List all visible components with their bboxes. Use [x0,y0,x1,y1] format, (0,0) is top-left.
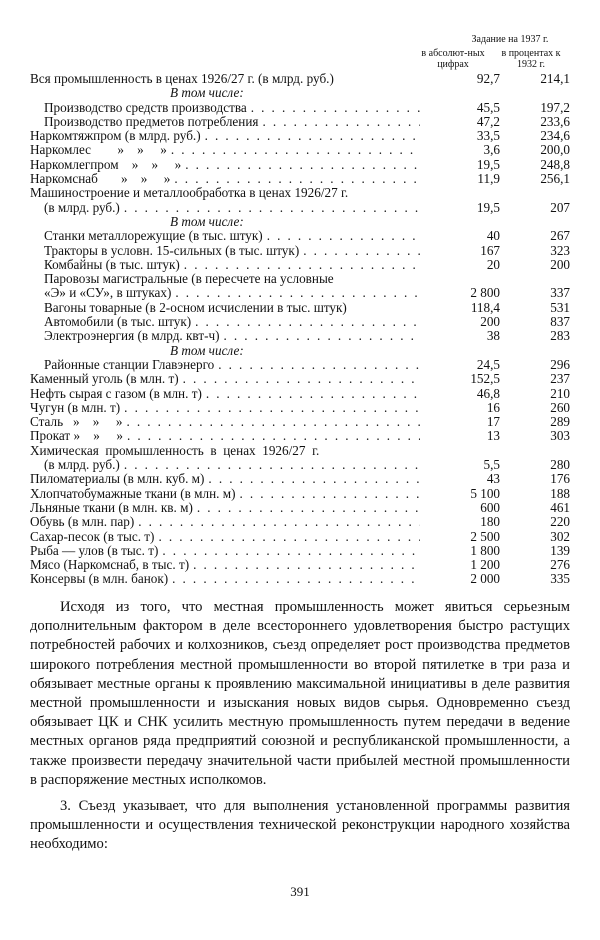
table-row [30,501,570,515]
percent-value: 837 [550,314,570,330]
row-label: (в млрд. руб.) [44,458,120,473]
row-label-cell [30,458,420,472]
row-label-cell [30,472,420,486]
absolute-value: 2 800 [470,285,500,301]
absolute-value: 45,5 [476,99,500,115]
absolute-value: 2 500 [470,528,500,544]
dot-leader [120,401,420,415]
absolute-value: 5 100 [470,485,500,501]
row-label-cell [30,186,420,200]
row-label: Паровозы магистральные (в пересчете на условные [44,272,334,287]
row-label-cell [30,572,420,586]
row-label-cell [30,172,420,186]
row-label-cell [30,444,420,458]
dot-leader [168,572,420,586]
row-label-cell [30,387,420,401]
percent-value: 260 [550,399,570,415]
absolute-value: 1 800 [470,542,500,558]
dot-leader [122,415,420,429]
dot-leader [180,258,420,272]
percent-value: 220 [550,514,570,530]
row-label: Химическая промышленность в ценах 1926/27 г. [30,443,320,458]
table-row [30,115,570,129]
row-label-cell [30,501,420,515]
dot-leader [220,329,420,343]
percent-value [500,86,570,100]
column-header-percent: в процентах к 1932 г. [501,48,561,70]
table-subheading [30,86,570,100]
absolute-value: 33,5 [476,128,500,144]
table-row [30,229,570,243]
row-label: (в млрд. руб.) [44,200,120,215]
row-label: В том числе: [170,86,244,101]
absolute-value [420,86,500,100]
table-row [30,201,570,215]
row-label: Чугун (в млн. т) [30,400,121,415]
percent-value: 139 [550,542,570,558]
table-row [30,401,570,415]
percent-value: 267 [550,228,570,244]
row-label: Машиностроение и металлообработка в ценах 1926/27 г. [30,186,349,201]
page-number: 391 [290,884,310,899]
percent-value: 214,1 [540,71,570,86]
row-label-cell [30,487,420,501]
row-label-cell [30,344,420,358]
dot-leader [170,172,420,186]
absolute-value: 1 200 [470,557,500,573]
row-label: Мясо (Наркомснаб, в тыс. т) [30,558,190,573]
dot-leader [258,115,420,129]
row-label-cell [30,101,420,115]
absolute-value: 118,4 [470,299,500,315]
row-label: Электроэнергия (в млрд. квт-ч) [44,329,220,344]
dot-leader [263,229,420,243]
row-label: Наркомснаб » » » [30,172,171,187]
dot-leader [154,530,420,544]
absolute-value [420,344,500,358]
row-label-cell [30,158,420,172]
row-label: Прокат » » » [30,429,123,444]
table-row [30,129,570,143]
absolute-value: 11,9 [477,171,500,187]
table-row [30,315,570,329]
row-label-cell [30,258,420,272]
table-row [30,558,570,572]
absolute-value: 600 [480,499,500,515]
row-label: Нефть сырая с газом (в млн. т) [30,386,202,401]
dot-leader [120,201,420,215]
percent-value [500,272,570,286]
dot-leader [202,387,420,401]
percent-value: 210 [550,385,570,401]
absolute-value [420,444,500,458]
percent-value: 188 [550,485,570,501]
dot-leader [204,472,420,486]
row-label-cell [30,215,420,229]
row-label-cell [30,415,420,429]
row-label-cell [30,530,420,544]
table-row [30,458,570,472]
dot-leader [201,129,420,143]
absolute-value: 19,5 [476,199,500,215]
table-row [30,143,570,157]
table-row [30,472,570,486]
row-label: «Э» и «СУ», в штуках) [44,286,172,301]
percent-value: 200 [550,256,570,272]
production-table [30,72,570,587]
percent-value: 248,8 [540,156,570,172]
table-row [30,72,570,86]
absolute-value: 17 [486,414,500,430]
absolute-value: 46,8 [476,385,500,401]
table-header: Задание на 1937 г. [471,34,549,45]
row-label: Вагоны товарные (в 2-осном исчислении в тыс. штук) [44,300,347,315]
table-row [30,358,570,372]
row-label: Каменный уголь (в млн. т) [30,372,179,387]
percent-value: 276 [550,557,570,573]
row-label-cell [30,358,420,372]
row-label: Рыба — улов (в тыс. т) [30,543,159,558]
absolute-value: 16 [486,399,500,415]
percent-value: 303 [550,428,570,444]
row-label-cell [30,229,420,243]
row-label: Автомобили (в тыс. штук) [44,315,192,330]
row-label: Обувь (в млн. пар) [30,515,135,530]
absolute-value: 92,7 [476,71,500,86]
percent-value: 289 [550,414,570,430]
absolute-value: 40 [486,228,500,244]
percent-value: 234,6 [540,128,570,144]
dot-leader [299,244,420,258]
table-row [30,244,570,258]
column-header-absolute: в абсолют-ных цифрах [421,48,485,70]
absolute-value: 152,5 [470,371,500,387]
table-row [30,258,570,272]
table-row [30,172,570,186]
absolute-value [420,272,500,286]
dot-leader [179,372,420,386]
row-label-cell [30,143,420,157]
table-row [30,530,570,544]
percent-value: 283 [550,328,570,344]
row-label: Наркомлегпром » » » [30,157,182,172]
absolute-value: 3,6 [483,142,500,158]
table-row [30,429,570,443]
table-row [30,186,570,200]
row-label-cell [30,201,420,215]
percent-value: 461 [550,499,570,515]
table-row [30,387,570,401]
percent-value: 197,2 [540,99,570,115]
table-row [30,301,570,315]
percent-value: 296 [550,356,570,372]
dot-leader [191,315,420,329]
dot-leader [235,487,420,501]
percent-value: 531 [550,299,570,315]
row-label-cell [30,372,420,386]
table-subheading [30,215,570,229]
absolute-value: 200 [480,314,500,330]
absolute-value: 43 [486,471,500,487]
row-label-cell [30,558,420,572]
row-label-cell [30,115,420,129]
dot-leader [247,101,420,115]
table-row [30,286,570,300]
dot-leader [123,429,420,443]
row-label-cell [30,86,420,100]
dot-leader [193,501,420,515]
percent-value: 337 [550,285,570,301]
row-label: Консервы (в млн. банок) [30,572,169,587]
percent-value: 237 [550,371,570,387]
absolute-value: 20 [486,256,500,272]
row-label: Сталь » » » [30,415,123,430]
row-label: Вся промышленность в ценах 1926/27 г. (в млрд. руб.) [30,72,334,86]
row-label-cell [30,329,420,343]
row-label-cell [30,286,420,300]
absolute-value: 24,5 [476,356,500,372]
table-row [30,415,570,429]
row-label: Производство средств производства [44,100,247,115]
row-label: В том числе: [170,214,244,229]
row-label-cell [30,429,420,443]
percent-value: 176 [550,471,570,487]
percent-value: 200,0 [540,142,570,158]
row-label: Хлопчатобумажные ткани (в млн. м) [30,486,236,501]
dot-leader [120,458,420,472]
row-label-cell [30,401,420,415]
percent-value: 335 [550,571,570,587]
dot-leader [181,158,420,172]
row-label: Сахар-песок (в тыс. т) [30,529,155,544]
table-row [30,372,570,386]
paragraph: 3. Съезд указывает, что для выполнения установленной программы развития промышленности и осуществления технической реконструкции народного хозяйства необходимо: [30,798,570,853]
table-row [30,158,570,172]
absolute-value: 167 [480,242,500,258]
absolute-value: 5,5 [483,457,500,473]
absolute-value [420,186,500,200]
table-row [30,515,570,529]
percent-value [500,186,570,200]
percent-value: 207 [550,199,570,215]
percent-value [500,344,570,358]
absolute-value: 180 [480,514,500,530]
percent-value [500,215,570,229]
dot-leader [167,143,420,157]
absolute-value [420,215,500,229]
table-row [30,272,570,286]
absolute-value: 47,2 [476,113,500,129]
percent-value: 256,1 [540,171,570,187]
table-row [30,487,570,501]
dot-leader [134,515,420,529]
percent-value [500,444,570,458]
row-label: В том числе: [170,343,244,358]
row-label: Станки металлорежущие (в тыс. штук) [44,229,263,244]
table-row [30,572,570,586]
row-label-cell [30,72,420,86]
table-row [30,329,570,343]
dot-leader [214,358,420,372]
row-label-cell [30,272,420,286]
percent-value: 233,6 [540,113,570,129]
table-row [30,101,570,115]
row-label: Тракторы в условн. 15-сильных (в тыс. штук) [44,243,300,258]
dot-leader [171,286,420,300]
row-label-cell [30,301,420,315]
absolute-value: 2 000 [470,571,500,587]
table-row [30,444,570,458]
row-label: Наркомтяжпром (в млрд. руб.) [30,129,201,144]
row-label: Льняные ткани (в млн. кв. м) [30,500,193,515]
paragraph: Исходя из того, что местная промышленность может явиться серьезным дополнительным фактором в деле всестороннего удовлетворения быстро растущих потребностей рабочих и колхозников, съезд определяет рост производства предметов широкого потребления местной промышленности во второй пятилетке в три раза и обязывает местные органы к проявлению максимальной инициативы в деле развития местной промышленности и изыскания новых видов сырья. Одновременно съезд обязывает ЦК и СНК усилить местную промышленность путем передачи в ведение местных органов ряда предприятий союзной и республиканской промышленности, а также произвести передачу значительной части прибылей местной промышленности в распоряжение местных исполкомов. [30,599,570,788]
row-label-cell [30,129,420,143]
table-subheading [30,344,570,358]
row-label: Производство предметов потребления [44,114,259,129]
absolute-value: 19,5 [476,156,500,172]
percent-value: 280 [550,457,570,473]
percent-value: 323 [550,242,570,258]
row-label: Районные станции Главэнерго [44,357,215,372]
row-label-cell [30,315,420,329]
row-label: Комбайны (в тыс. штук) [44,257,180,272]
row-label-cell [30,515,420,529]
row-label: Наркомлес » » » [30,143,167,158]
row-label: Пиломатериалы (в млн. куб. м) [30,472,205,487]
absolute-value: 13 [486,428,500,444]
body-text [30,598,570,855]
row-label-cell [30,544,420,558]
dot-leader [189,558,420,572]
absolute-value: 38 [486,328,500,344]
row-label-cell [30,244,420,258]
dot-leader [158,544,420,558]
percent-value: 302 [550,528,570,544]
table-row [30,544,570,558]
